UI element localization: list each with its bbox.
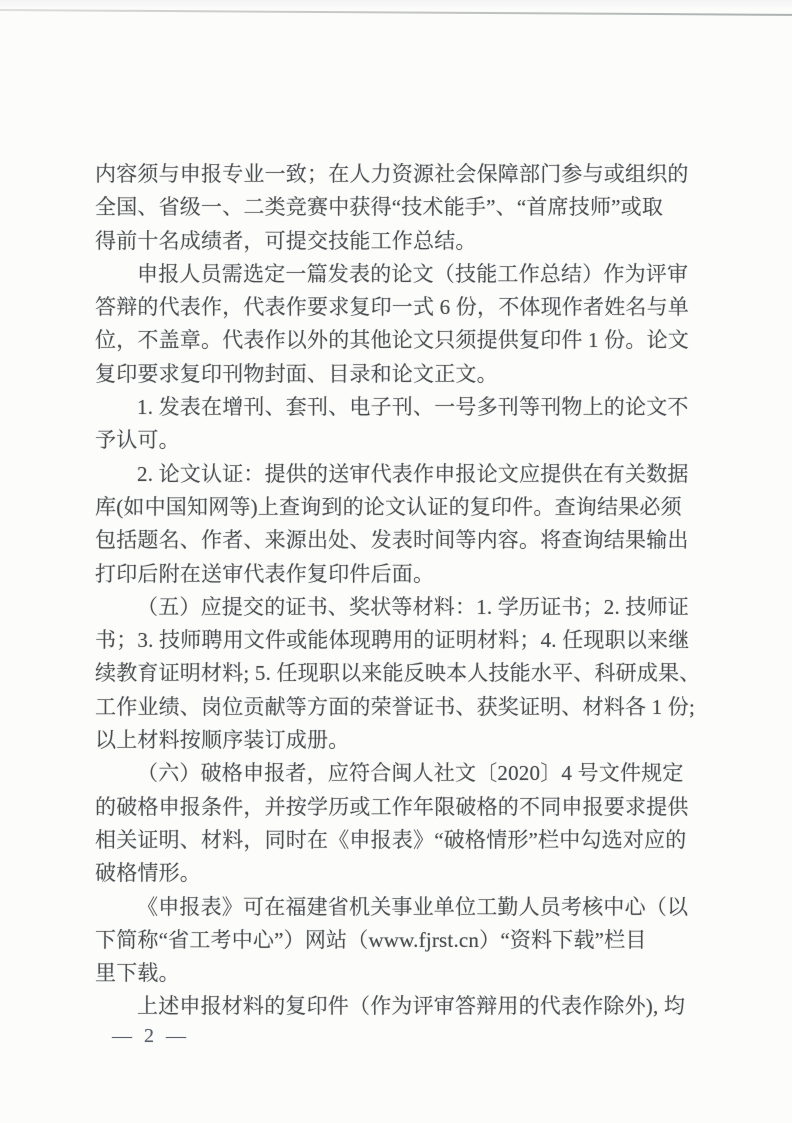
text-line: （六）破格申报者，应符合闽人社文〔2020〕4 号文件规定 (137, 761, 684, 786)
text-line: （五）应提交的证书、奖状等材料：1. 学历证书；2. 技师证 (137, 594, 689, 619)
text-line: 相关证明、材料，同时在《申报表》“破格情形”栏中勾选对应的 (95, 827, 687, 852)
text-line: 位，不盖章。代表作以外的其他论文只须提供复印件 1 份。论文 (95, 328, 689, 353)
text-line: 予认可。 (95, 428, 180, 453)
text-line: 书；3. 技师聘用文件或能体现聘用的证明材料；4. 任现职以来继 (95, 628, 690, 653)
text-line: 复印要求复印刊物封面、目录和论文正文。 (95, 361, 498, 386)
text-line: 包括题名、作者、来源出处、发表时间等内容。将查询结果输出 (95, 528, 689, 553)
text-line: 申报人员需选定一篇发表的论文（技能工作总结）作为评审 (137, 261, 689, 286)
text-line: 内容须与申报专业一致；在人力资源社会保障部门参与或组织的 (95, 162, 689, 186)
text-line: 《申报表》可在福建省机关事业单位工勤人员考核中心（以 (137, 894, 689, 919)
text-line: 1. 发表在增刊、套刊、电子刊、一号多刊等刊物上的论文不 (137, 395, 689, 420)
text-line: 打印后附在送审代表作复印件后面。 (95, 561, 435, 586)
text-line: 以上材料按顺序装订成册。 (95, 728, 350, 753)
scan-top-tint (0, 0, 792, 10)
text-line: 里下载。 (95, 961, 180, 986)
text-line: 库(如中国知网等)上查询到的论文认证的复印件。查询结果必须 (95, 494, 682, 519)
text-line: 答辩的代表作，代表作要求复印一式 6 份，不体现作者姓名与单 (95, 295, 689, 320)
text-line: 得前十名成绩者，可提交技能工作总结。 (95, 228, 477, 253)
document-body (95, 158, 701, 1024)
text-line: 续教育证明材料; 5. 任现职以来能反映本人技能水平、科研成果、 (95, 661, 701, 686)
text-line: 2. 论文认证：提供的送审代表作申报论文应提供在有关数据 (137, 461, 689, 486)
text-line: 破格情形。 (95, 861, 201, 886)
text-line: 下简称“省工考中心”）网站（www.fjrst.cn）“资料下载”栏目 (95, 927, 647, 952)
text-line: 全国、省级一、二类竞赛中获得“技术能手”、“首席技师”或取 (95, 195, 664, 220)
scan-artifact-line (0, 9, 792, 16)
text-line: 的破格申报条件，并按学历或工作年限破格的不同申报要求提供 (95, 794, 689, 819)
page-number: — 2 — (112, 1025, 187, 1047)
text-line: 工作业绩、岗位贡献等方面的荣誉证书、获奖证明、材料各 1 份; (95, 694, 696, 719)
text-line: 上述申报材料的复印件（作为评审答辩用的代表作除外), 均 (137, 994, 686, 1019)
